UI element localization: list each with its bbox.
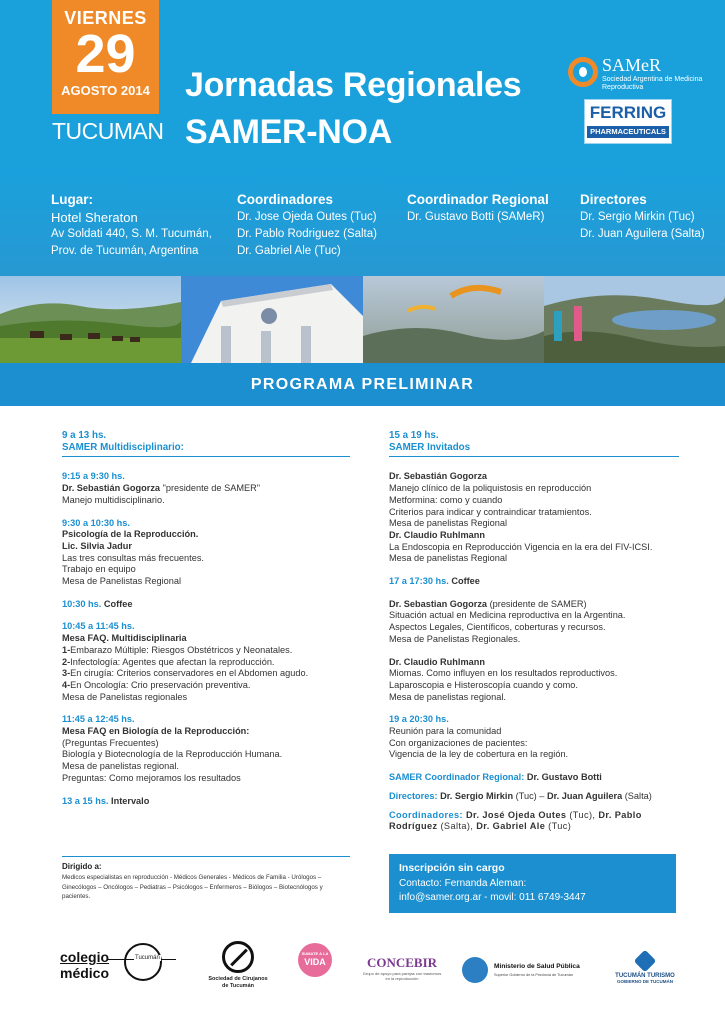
left-b2-line-2: Trabajo en equipo bbox=[62, 564, 136, 575]
event-title: Jornadas Regionales bbox=[185, 66, 522, 104]
photo-paragliders bbox=[363, 276, 544, 363]
right-b4-line-1: Miomas. Como influyen en los resultados reproductivos. bbox=[389, 668, 618, 679]
inscripcion-box bbox=[389, 854, 676, 913]
lugar-heading: Lugar: bbox=[51, 192, 93, 207]
right-b5-line-1: Reunión para la comunidad bbox=[389, 726, 502, 737]
left-b2-line-1: Las tres consultas más frecuentes. bbox=[62, 552, 204, 563]
right-block-1 bbox=[389, 471, 679, 530]
info-directores bbox=[580, 192, 705, 243]
concebir-logo: CONCEBIR Grupo de apoyo para parejas con trastornos en la reproducción bbox=[362, 955, 442, 981]
left-block-4 bbox=[62, 621, 350, 703]
inscripcion-title: Inscripción sin cargo bbox=[399, 862, 505, 874]
right-b4-speaker: Dr. Claudio Ruhlmann bbox=[389, 656, 485, 667]
left-block-2 bbox=[62, 518, 350, 588]
right-block-3 bbox=[389, 599, 679, 646]
left-b5-line-2: Biología y Biotecnología de la Reproducción Humana. bbox=[62, 749, 283, 760]
ferring-name: FERRING bbox=[589, 103, 667, 122]
right-b1-line-3: Criterios para indicar y contraindicar tratamientos. bbox=[389, 506, 592, 517]
left-b1-speaker: Dr. Sebastián Gogorza bbox=[62, 483, 161, 494]
coordinador-2: Dr. Pablo Rodriguez (Salta) bbox=[237, 228, 377, 240]
dirigido-text: Medicos especialistas en reproducción - Médicos Generales - Médicos de Familia - Urólogos – Ginecólogos – Oncólogos – Pediatras – Psicólogos – Enfermeros – Biólogos – Biotecnólogos y pacientes. bbox=[62, 874, 323, 900]
date-box bbox=[52, 0, 159, 114]
coord-label: Coordinadores: bbox=[389, 809, 463, 820]
left-b5-title: Mesa FAQ en Biología de la Reproducción: bbox=[62, 726, 250, 737]
dirigido-divider bbox=[62, 856, 350, 857]
left-b4-item-1: 1-Embarazo Múltiple: Riesgos Obstétricos y Neonatales. bbox=[62, 644, 293, 655]
samer-logo bbox=[568, 55, 708, 95]
left-b3-time: 10:30 hs. bbox=[62, 598, 102, 609]
left-block-5 bbox=[62, 714, 350, 784]
left-b3-label: Coffee bbox=[101, 598, 133, 609]
right-b4-line-2: Laparoscopia e Histeroscopía cuando y como. bbox=[389, 679, 578, 690]
left-b4-item-3: 3-En cirugía: Criterios conservadores en el Abdomen agudo. bbox=[62, 668, 309, 679]
right-divider bbox=[389, 456, 679, 457]
left-b1-time: 9:15 a 9:30 hs. bbox=[62, 471, 125, 482]
turismo-star-icon bbox=[634, 950, 657, 973]
left-block-1 bbox=[62, 471, 350, 506]
left-divider bbox=[62, 456, 350, 457]
coordinadores-line: Coordinadores: Dr. José Ojeda Outes (Tuc), Dr. Pablo Rodríguez (Salta), Dr. Gabriel Ale (Tuc) bbox=[389, 809, 642, 832]
right-block-1b bbox=[389, 530, 679, 565]
right-b1-line-2: Metformina: como y cuando bbox=[389, 494, 503, 505]
right-b3-line-1: Situación actual en Medicina reproductiva en la Argentina. bbox=[389, 610, 626, 621]
left-b4-title: Mesa FAQ. Multidisciplinaria bbox=[62, 633, 187, 644]
lugar-address: Av Soldati 440, S. M. Tucumán, bbox=[51, 228, 212, 240]
left-b2-title: Psicología de la Reproducción. bbox=[62, 529, 199, 540]
right-block-5 bbox=[389, 714, 679, 761]
cirujanos-logo: Sociedad de Cirujanos de Tucumán bbox=[190, 935, 286, 1010]
left-b5-time: 11:45 a 12:45 hs. bbox=[62, 714, 135, 725]
right-b3-role: (presidente de SAMER) bbox=[487, 598, 587, 609]
samer-logo-sub: Sociedad Argentina de Medicina Reproductiva bbox=[602, 76, 703, 91]
info-regional bbox=[407, 192, 549, 226]
right-b2-label: Coffee bbox=[448, 576, 480, 587]
right-block-2 bbox=[389, 576, 679, 588]
scalpel-icon bbox=[222, 941, 254, 973]
dir-label: Directores: bbox=[389, 790, 438, 801]
coord-regional-line bbox=[389, 772, 679, 784]
right-b2-time: 17 a 17:30 hs. bbox=[389, 576, 449, 587]
program-title-bar: PROGRAMA PRELIMINAR bbox=[0, 363, 725, 406]
tucuman-turismo-logo: TUCUMÁN TURISMO GOBIERNO DE TUCUMÁN bbox=[610, 935, 680, 1010]
left-b2-time: 9:30 a 10:30 hs. bbox=[62, 517, 130, 528]
ministerio-emblem-icon bbox=[462, 957, 488, 983]
coord-regional-label: SAMER Coordinador Regional: bbox=[389, 772, 525, 783]
right-b5-line-2: Con organizaciones de pacientes: bbox=[389, 737, 528, 748]
month-year: AGOSTO 2014 bbox=[61, 83, 150, 98]
regional-heading: Coordinador Regional bbox=[407, 192, 549, 207]
inscripcion-contact: Contacto: Fernanda Aleman: bbox=[399, 878, 527, 889]
right-b4-line-3: Mesa de panelistas regional. bbox=[389, 691, 506, 702]
right-b1b-speaker: Dr. Claudio Ruhlmann bbox=[389, 529, 485, 540]
coordinador-1: Dr. Jose Ojeda Outes (Tuc) bbox=[237, 211, 377, 223]
right-b1b-line-2: Mesa de panelistas Regional bbox=[389, 553, 507, 564]
right-b1-line-4: Mesa de panelistas Regional bbox=[389, 518, 507, 529]
right-b1b-line-1: La Endoscopia en Reproducción Vigencia en la era del FIV-ICSI. bbox=[389, 541, 653, 552]
left-block-6 bbox=[62, 796, 350, 808]
director-2: Dr. Juan Aguilera (Salta) bbox=[580, 228, 705, 240]
inscripcion-email-phone[interactable]: info@samer.org.ar - movil: 011 6749-3447 bbox=[399, 892, 586, 903]
program-left-column bbox=[62, 430, 350, 818]
left-block-3 bbox=[62, 599, 350, 611]
left-b6-time: 13 a 15 hs. bbox=[62, 795, 109, 806]
lugar-hotel: Hotel Sheraton bbox=[51, 210, 138, 225]
left-b5-line-1: (Preguntas Frecuentes) bbox=[62, 737, 159, 748]
samer-logo-name: SAMeR bbox=[602, 55, 662, 75]
colegio-medico-logo: colegio médico Tucumán bbox=[60, 935, 175, 1010]
left-b5-line-4: Preguntas: Como mejoramos los resultados bbox=[62, 772, 241, 783]
left-b4-last: Mesa de Panelistas regionales bbox=[62, 691, 188, 702]
photo-horse-riders bbox=[0, 276, 181, 363]
program-right-column bbox=[389, 430, 679, 833]
dirigido-box bbox=[62, 856, 350, 902]
left-b1-role: "presidente de SAMER" bbox=[160, 483, 261, 494]
directores-heading: Directores bbox=[580, 192, 647, 207]
lugar-province: Prov. de Tucumán, Argentina bbox=[51, 245, 199, 257]
dirigido-title: Dirigido a: bbox=[62, 862, 102, 871]
day-of-week: VIERNES bbox=[64, 8, 147, 28]
event-subtitle: SAMER-NOA bbox=[185, 113, 392, 151]
right-b5-time: 19 a 20:30 hs. bbox=[389, 714, 449, 725]
right-block-4 bbox=[389, 657, 679, 704]
left-b1-line: Manejo multidisciplinario. bbox=[62, 494, 165, 505]
right-title: SAMER Invitados bbox=[389, 441, 471, 453]
left-b6-label: Intervalo bbox=[108, 795, 150, 806]
left-b2-speaker: Lic. Silvia Jadur bbox=[62, 540, 132, 551]
directores-line: Directores: Dr. Sergio Mirkin (Tuc) – Dr. Juan Aguilera (Salta) bbox=[389, 790, 652, 801]
left-b2-line-3: Mesa de Panelistas Regional bbox=[62, 576, 181, 587]
right-b3-speaker: Dr. Sebastian Gogorza bbox=[389, 598, 488, 609]
info-coordinadores bbox=[237, 192, 377, 260]
right-b3-line-3: Mesa de Panelistas Regionales. bbox=[389, 633, 521, 644]
ferring-sub: PHARMACEUTICALS bbox=[587, 126, 669, 138]
samer-ring-icon bbox=[568, 57, 598, 87]
city-name: TUCUMAN bbox=[52, 118, 164, 144]
right-b3-line-2: Aspectos Legales, Científicos, coberturas y recursos. bbox=[389, 622, 606, 633]
right-b1-line-1: Manejo clínico de la poliquistosis en reproducción bbox=[389, 483, 592, 494]
coordinador-3: Dr. Gabriel Ale (Tuc) bbox=[237, 245, 341, 257]
ferring-logo bbox=[584, 99, 672, 144]
right-b5-line-3: Vigencia de la ley de cobertura en la región. bbox=[389, 749, 569, 760]
photo-colonial-building bbox=[181, 276, 363, 363]
left-b5-line-3: Mesa de panelistas regional. bbox=[62, 761, 179, 772]
left-b4-item-4: 4-En Oncología: Crio preservación preventiva. bbox=[62, 679, 251, 690]
right-time: 15 a 19 hs. bbox=[389, 430, 439, 441]
info-lugar bbox=[51, 192, 212, 260]
left-title: SAMER Multidisciplinario: bbox=[62, 441, 184, 453]
left-b4-item-2: 2-Infectología: Agentes que afectan la reproducción. bbox=[62, 656, 275, 667]
ministerio-logo: Ministerio de Salud Pública Superior Gobierno de la Provincia de Tucumán bbox=[462, 935, 592, 1010]
director-1: Dr. Sergio Mirkin (Tuc) bbox=[580, 211, 695, 223]
day-number: 29 bbox=[75, 24, 136, 84]
photo-hikers-lake bbox=[544, 276, 725, 363]
regional-1: Dr. Gustavo Botti (SAMeR) bbox=[407, 211, 545, 223]
coord-regional-name: Dr. Gustavo Botti bbox=[524, 772, 602, 783]
right-b1-speaker: Dr. Sebastián Gogorza bbox=[389, 471, 488, 482]
left-time: 9 a 13 hs. bbox=[62, 430, 107, 441]
left-b4-time: 10:45 a 11:45 hs. bbox=[62, 621, 135, 632]
sumate-vida-logo: SUMATE A LA VIDA bbox=[298, 935, 338, 1010]
info-band bbox=[0, 172, 725, 276]
coordinadores-heading: Coordinadores bbox=[237, 192, 334, 207]
